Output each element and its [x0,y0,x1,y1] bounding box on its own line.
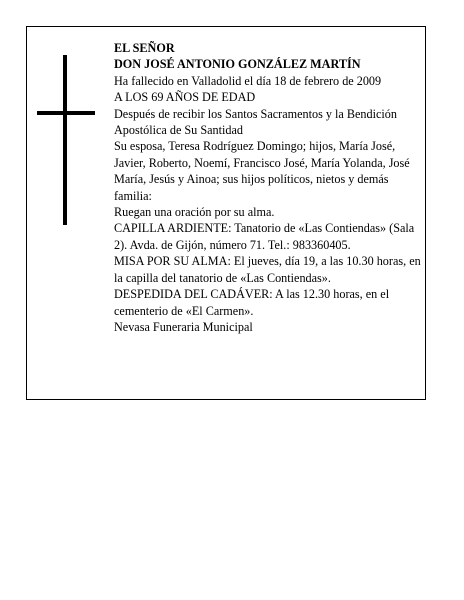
family-line: Su esposa, Teresa Rodríguez Domingo; hijos, María José, Javier, Roberto, Noemí, Francisco José, María Yolanda, José María, Jesús y Ainoa; sus hijos políticos, nietos y demás familia: [114,139,410,203]
cross-vertical-bar [63,55,67,225]
cross-icon [37,55,97,225]
funeral-home: Nevasa Funeraria Municipal [114,319,253,334]
obituary-notice [26,26,426,400]
chapel-info: CAPILLA ARDIENTE: Tanatorio de «Las Contiendas» (Sala 2). Avda. de Gijón, número 71. Tel.: 983360405. [114,221,415,252]
sacraments-line: Después de recibir los Santos Sacramentos y la Bendición Apostólica de Su Santidad [114,106,397,138]
farewell-info: DESPEDIDA DEL CADÁVER: A las 12.30 horas, en el cementerio de «El Carmen». [114,287,390,318]
prayer-request: Ruegan una oración por su alma. [114,205,275,220]
death-info: Ha fallecido en Valladolid el día 18 de febrero de 2009 [114,73,382,88]
cross-horizontal-bar [37,111,95,115]
notice-text [114,40,424,335]
mass-info: MISA POR SU ALMA: El jueves, día 19, a las 10.30 horas, en la capilla del tanatorio de «Las Contiendas». [114,254,421,285]
deceased-name: DON JOSÉ ANTONIO GONZÁLEZ MARTÍN [114,57,361,72]
deceased-title: EL SEÑOR [114,41,175,55]
age-line: A LOS 69 AÑOS DE EDAD [114,90,256,105]
